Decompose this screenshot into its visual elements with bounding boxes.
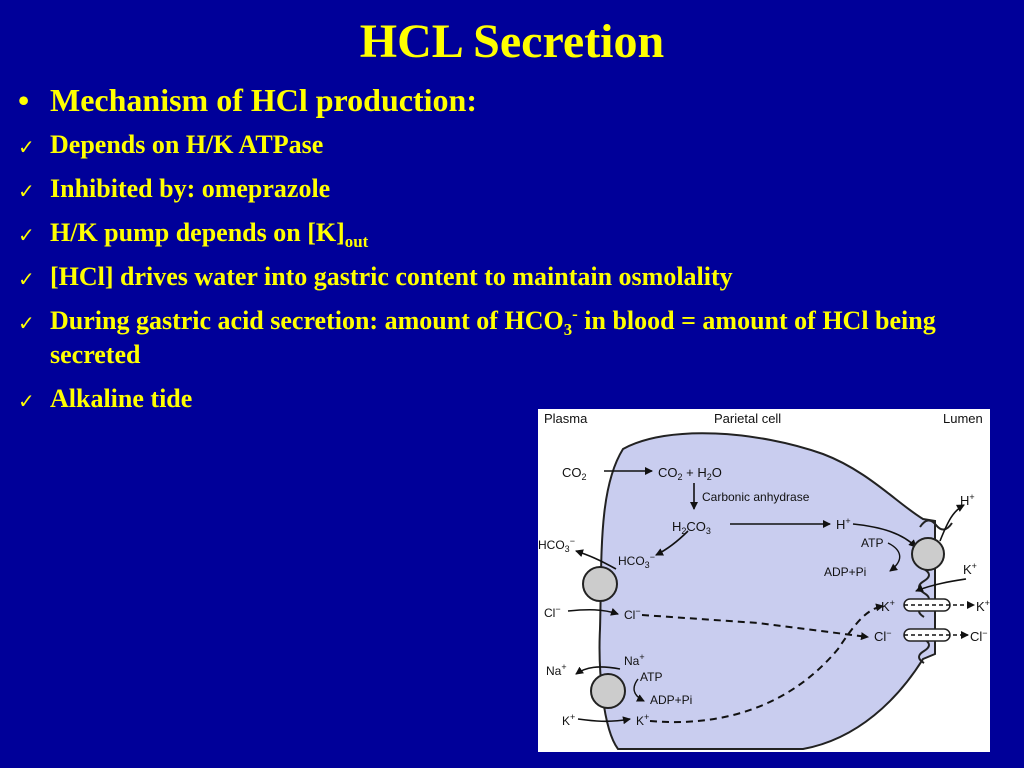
check-item-1 [18,128,978,162]
check-item-text: Depends on H/K ATPase [50,130,324,159]
hco3-cl-exchanger [583,567,617,601]
k-plasma-label: K+ [562,712,576,728]
region-lumen-label: Lumen [943,411,983,426]
region-plasma-label: Plasma [544,411,588,426]
parietal-cell-diagram [538,409,990,752]
check-item-subscript: out [344,232,369,252]
check-item-text: H/K pump depends on [K] [50,218,345,247]
k-lumen-label-bottom: K+ [976,598,990,614]
check-item-3 [18,216,978,250]
check-item-text-end: in blood = amount of HCl being secreted [50,306,936,369]
atp-left-label: ATP [640,670,663,684]
k-cell-channel-label: K+ [881,598,895,614]
cl-cell-label: Cl− [624,606,641,622]
bullet-main [18,80,978,120]
check-item-text: During gastric acid secretion: amount of HCO [50,306,564,335]
check-item-text: Inhibited by: omeprazole [50,174,331,203]
na-k-atpase-pump [591,674,625,708]
hk-atpase-pump [912,538,944,570]
bullet-main-text: Mechanism of HCl production: [50,82,477,118]
checkmark-icon: ✓ [18,135,35,159]
atp-pump-label: ATP [861,536,884,550]
co2-plasma-label: $CO_2$ [562,465,587,482]
check-item-text: [HCl] drives water into gastric content to maintain osmolality [50,262,733,291]
region-cell-label: Parietal cell [714,411,782,426]
h-lumen-label: H+ [960,492,975,508]
co2-h2o-label: $CO_2 + H_2O$ [658,465,722,482]
k-lumen-label-top: K+ [963,561,977,577]
checkmark-icon: ✓ [18,389,35,413]
carbonic-anhydrase-label: Carbonic anhydrase [702,490,810,504]
na-cell-label: Na+ [624,652,645,668]
k-cell-label: K+ [636,712,650,728]
checkmark-icon: ✓ [18,311,35,335]
check-item-5 [18,304,978,372]
cl-lumen-label: Cl− [970,628,988,644]
h2co3-label: $H_2CO_3$ [672,519,711,536]
checkmark-icon: ✓ [18,179,35,203]
checkmark-icon: ✓ [18,223,35,247]
bullet-dot-icon: • [18,82,30,118]
na-plasma-label: Na+ [546,662,567,678]
check-item-text: Alkaline tide [50,384,193,413]
check-item-2 [18,172,978,206]
checkmark-icon: ✓ [18,267,35,291]
bullet-list [18,80,978,426]
hco3-plasma-label: $HCO_3^-$ [538,536,575,554]
check-item-superscript: - [572,304,578,324]
h-cell-label: H+ [836,516,851,532]
check-item-4 [18,260,978,294]
cl-cell-channel-label: Cl− [874,628,892,644]
adp-left-label: ADP+Pi [650,693,693,707]
adp-pump-label: ADP+Pi [824,565,867,579]
check-item-subscript: 3 [563,320,573,340]
slide-title: HCL Secretion [359,15,665,68]
cl-plasma-label: Cl− [544,604,561,620]
hco3-cell-label: $HCO_3^-$ [618,552,655,570]
diagram-svg [538,409,990,752]
